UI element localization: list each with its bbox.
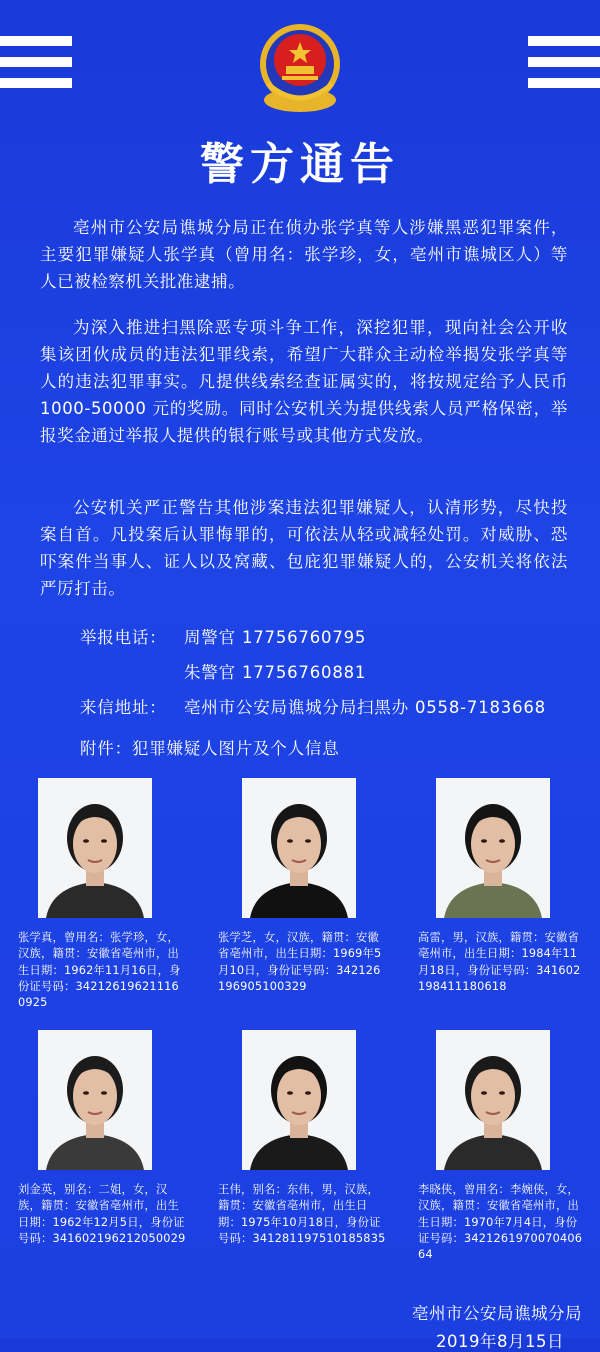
- signature-org: 亳州市公安局谯城分局: [412, 1304, 582, 1323]
- phone-number-2: 朱警官 17756760881: [184, 663, 367, 682]
- suspect-photo: [38, 1030, 152, 1170]
- paragraph-case-intro: 亳州市公安局谯城分局正在侦办张学真等人涉嫌黑恶犯罪案件，主要犯罪嫌疑人张学真（曾用名：张学珍，女，亳州市谯城区人）等人已被检察机关批准逮捕。: [40, 218, 568, 291]
- suspect-photo: [436, 1030, 550, 1170]
- police-emblem-icon: [248, 14, 352, 118]
- left-decor-stripes: [0, 36, 72, 99]
- phone-label: 举报电话：: [80, 628, 167, 647]
- phone-number-1: 周警官 17756760795: [184, 628, 367, 647]
- suspect-info: 张学真，曾用名：张学珍，女，汉族，籍贯：安徽省亳州市，出生日期：1962年11月16日，身份证号码：342126196211160925: [18, 931, 181, 1010]
- suspect-photo: [242, 778, 356, 918]
- suspect-photo: [38, 778, 152, 918]
- suspect-info: 高雷，男，汉族，籍贯：安徽省亳州市，出生日期：1984年11月18日，身份证号码：341602198411180618: [418, 931, 581, 993]
- page-title: 警方通告: [200, 139, 400, 190]
- address-value: 亳州市公安局谯城分局扫黑办 0558-7183668: [184, 698, 546, 717]
- attachment-note: 附件：犯罪嫌疑人图片及个人信息: [80, 739, 340, 758]
- right-decor-stripes: [528, 36, 600, 99]
- paragraph-warning: 公安机关严正警告其他涉案违法犯罪嫌疑人，认清形势，尽快投案自首。凡投案后认罪悔罪的，可依法从轻或减轻处罚。对威胁、恐吓案件当事人、证人以及窝藏、包庇犯罪嫌疑人的，公安机关将依法严厉打击。: [40, 498, 568, 598]
- suspect-photo: [242, 1030, 356, 1170]
- suspect-info: 刘金英，别名：二姐，女，汉族，籍贯：安徽省亳州市，出生日期：1962年12月5日，身份证号码：341602196212050029: [18, 1183, 186, 1245]
- signature-date: 2019年8月15日: [436, 1332, 564, 1351]
- suspect-info: 张学芝，女，汉族，籍贯：安徽省亳州市，出生日期：1969年5月10日，身份证号码：342126196905100329: [218, 931, 382, 993]
- paragraph-reward: 为深入推进扫黑除恶专项斗争工作，深挖犯罪，现向社会公开收集该团伙成员的违法犯罪线索，希望广大群众主动检举揭发张学真等人的违法犯罪事实。凡提供线索经查证属实的，将按规定给予人民币 1000-50000 元的奖励。同时公安机关为提供线索人员严格保密，举报奖金通过举报人提供的银行账号或其他方式发放。: [40, 318, 568, 445]
- suspect-photo: [436, 778, 550, 918]
- suspect-info: 李晓侠，曾用名：李婉侠，女，汉族，籍贯：安徽省亳州市，出生日期：1970年7月4日，身份证号码：342126197007040664: [418, 1183, 583, 1262]
- address-label: 来信地址：: [80, 698, 167, 717]
- suspect-info: 王伟，别名：东伟，男，汉族，籍贯：安徽省亳州市，出生日期：1975年10月18日，身份证号码：341281197510185835: [218, 1183, 386, 1245]
